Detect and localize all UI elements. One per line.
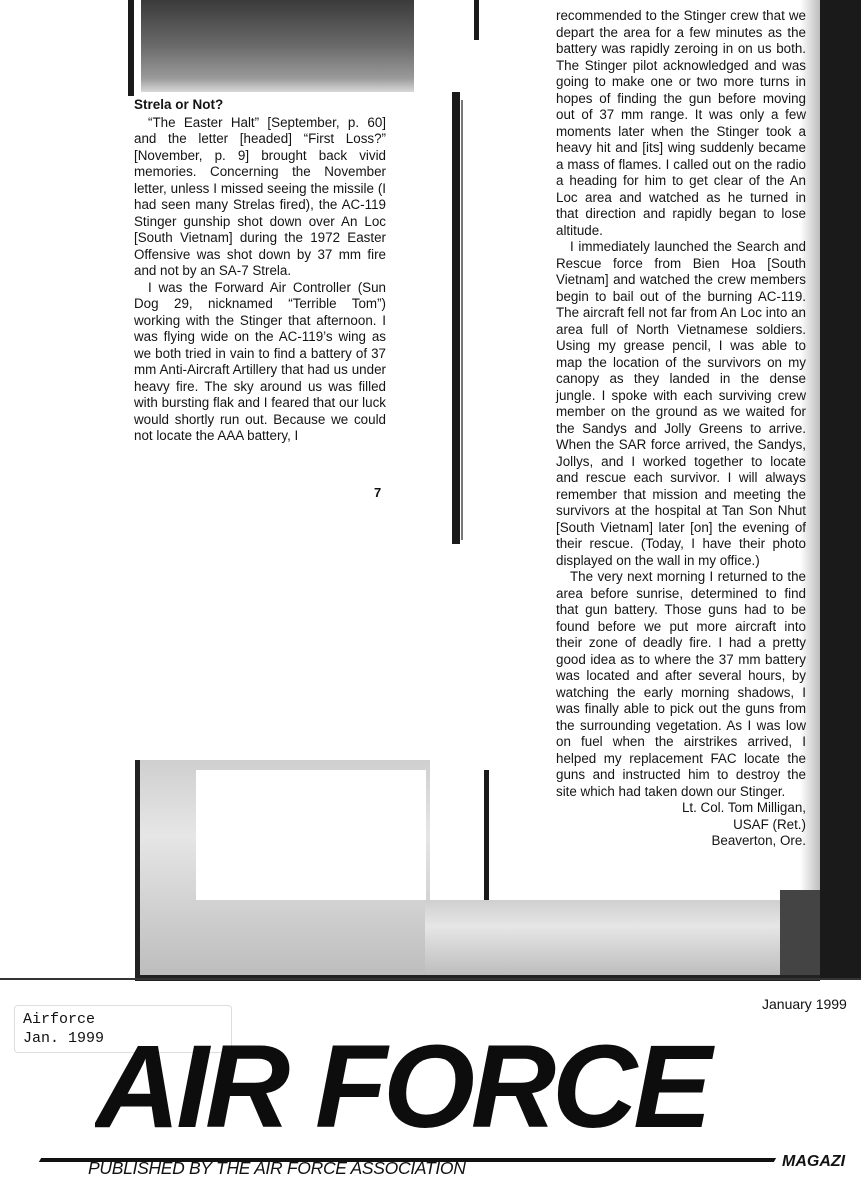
top-photo-fragment bbox=[141, 0, 414, 92]
lower-gray-fragment-dark bbox=[780, 890, 820, 975]
left-edge-shadow bbox=[128, 0, 134, 96]
signature-location: Beaverton, Ore. bbox=[711, 833, 806, 848]
issue-date: January 1999 bbox=[762, 996, 847, 1012]
column-rule bbox=[452, 92, 460, 544]
top-divider-rule bbox=[474, 0, 479, 40]
right-letter-column bbox=[556, 8, 806, 850]
column-rule-shadow bbox=[461, 100, 463, 540]
left-paragraph-2: I was the Forward Air Controller (Sun Dog 29, nicknamed “Terrible Tom”) working with the Stinger that afternoon. I was flying wide on the AC-119’s wing as we both tried in vain to find a battery of 37 mm Anti-Aircraft Artillery that had us under heavy fire. The sky around us was filled with bursting flak and I feared that our luck would shortly run out. Because we could not locate the AAA battery, I bbox=[134, 279, 386, 443]
publisher-tagline: PUBLISHED BY THE AIR FORCE ASSOCIATION bbox=[88, 1158, 466, 1178]
masthead-divider bbox=[0, 978, 861, 980]
left-letter-column bbox=[134, 97, 386, 445]
page-number: 7 bbox=[374, 485, 382, 500]
lower-gray-fragment-right bbox=[425, 900, 820, 981]
letter-heading: Strela or Not? bbox=[134, 97, 224, 112]
right-paragraph-1: recommended to the Stinger crew that we depart the area for a few minutes as the battery was rapidly zeroing in on us both. The Stinger pilot acknowledged and was going to make one or two more turns in hopes of finding the gun before moving out of 37 mm range. It was only a few moments later when the Stinger took a heavy hit and [its] wing suddenly became a mass of flames. I called out on the radio a heading for him to get clear of the An Loc area and watched as he turned in that direction and rapidly began to lose altitude. bbox=[556, 8, 806, 238]
column-rule-lower bbox=[484, 770, 489, 900]
right-edge-band bbox=[818, 0, 861, 980]
left-paragraph-1: “The Easter Halt” [September, p. 60] and the letter [headed] “First Loss?” [November, p. 9] brought back vivid memories. Concerning the November letter, unless I missed seeing the missile (I had seen many Strelas fired), the AC-119 Stinger gunship shot down over An Loc [South Vietnam] during the 1972 Easter Offensive was shot down by 37 mm fire and not by an SA-7 Strela. bbox=[134, 114, 386, 278]
signature-name: Lt. Col. Tom Milligan, bbox=[681, 800, 806, 815]
signature-rank: USAF (Ret.) bbox=[733, 816, 806, 832]
archive-label-line1: Airforce bbox=[23, 1011, 96, 1028]
right-paragraph-2: I immediately launched the Search and Rescue force from Bien Hoa [South Vietnam] and watched the crew members begin to bail out of the burning AC-119. The aircraft fell not far from An Loc into an area full of North Vietnamese soldiers. Using my grease pencil, I was able to map the location of the survivors on my canopy as they landed in the dense jungle. I spoke with each surviving crew member on the ground as we waited for the Sandys and Jolly Greens to arrive. When the SAR force arrived, the Sandys, Jollys, and I worked together to locate and rescue each survivor. I will always remember that mission and meeting the survivors at the hospital at Tan Son Nhut [South Vietnam] later [on] the evening of their rescue. (Today, I have their photo displayed on the wall in my office.) bbox=[556, 239, 806, 568]
signature-block bbox=[556, 800, 806, 850]
archive-label-line2: Jan. 1999 bbox=[23, 1030, 105, 1047]
white-pasted-strip bbox=[196, 770, 426, 900]
magazine-logo: AIR FORCE bbox=[95, 1028, 708, 1146]
right-paragraph-3: The very next morning I returned to the area before sunrise, determined to find that gun battery. Those guns had to be found before we put more aircraft into their zone of deadly fire. I had a pretty good idea as to where the 37 mm battery was located and after several hours, by watching the early morning shadows, I was finally able to pick out the guns from the surrounding vegetation. As I was low on fuel when the airstrikes arrived, I helped my replacement FAC locate the guns and instructed him to destroy the site which had taken down our Stinger. bbox=[556, 569, 806, 799]
magazine-word-fragment: MAGAZI bbox=[782, 1153, 846, 1170]
